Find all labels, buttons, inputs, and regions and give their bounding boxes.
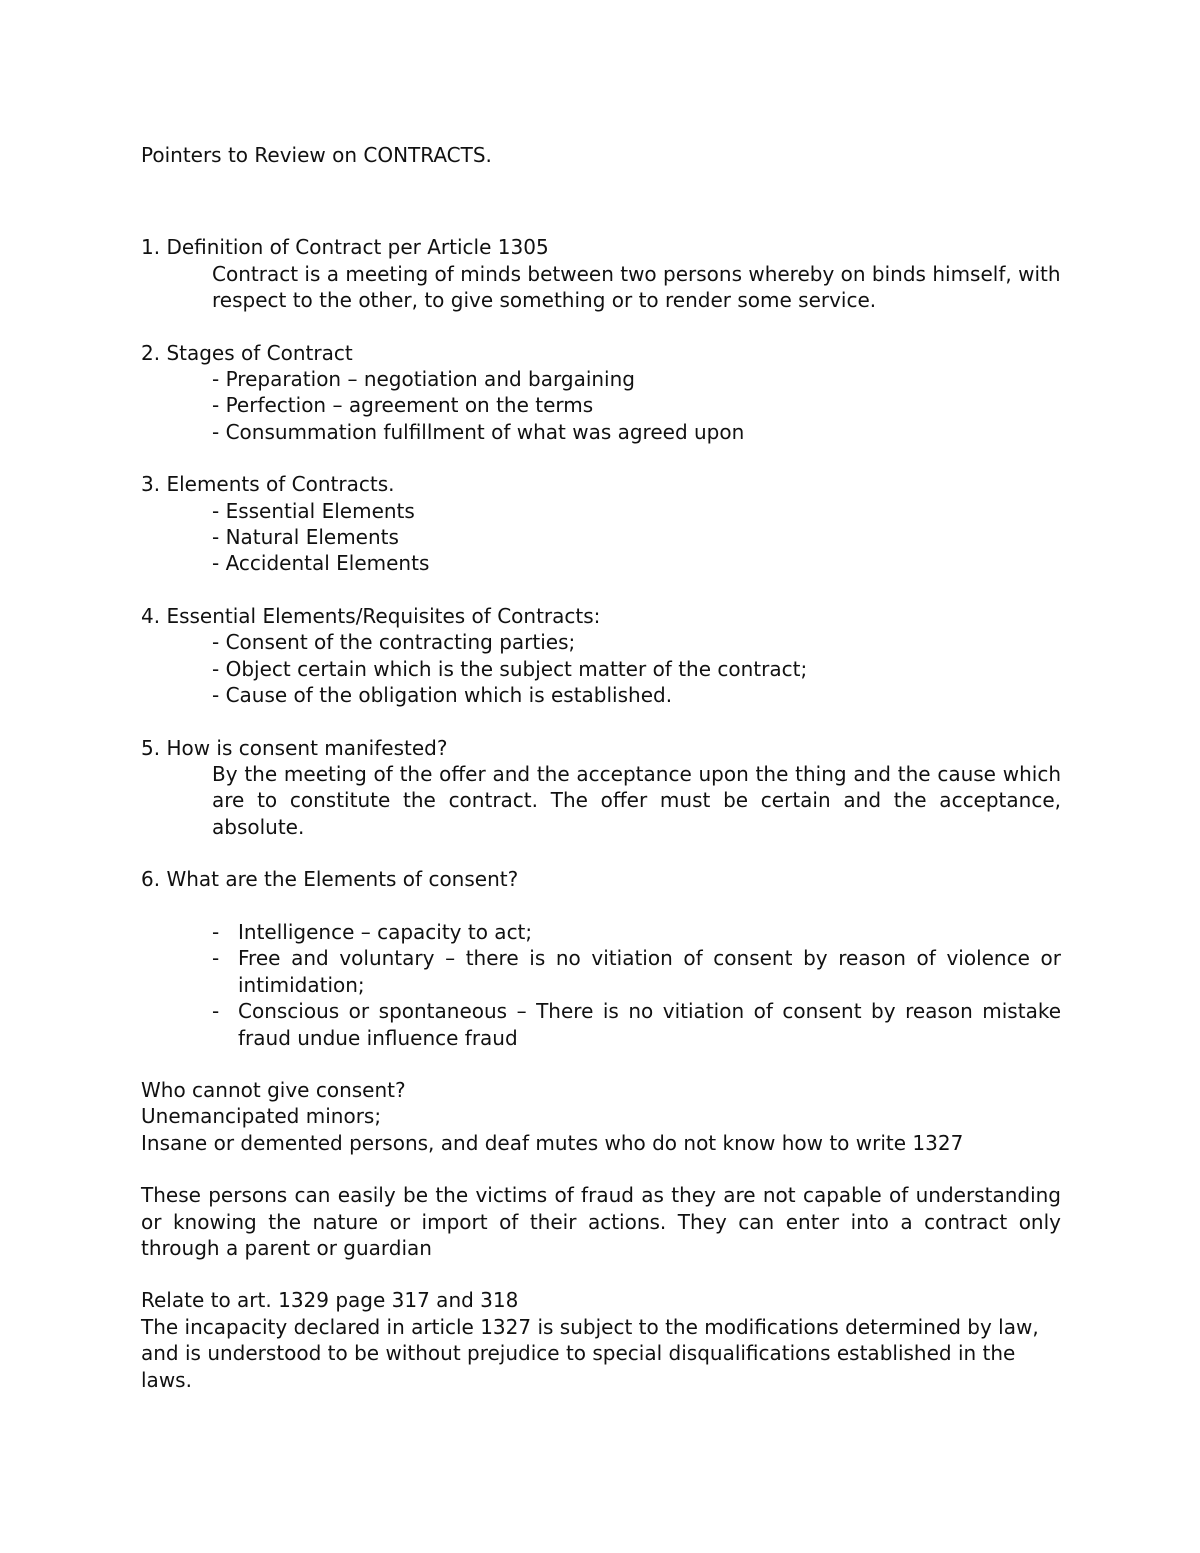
- question-line: Who cannot give consent?: [141, 1077, 406, 1102]
- list-item: [141, 945, 1061, 998]
- list-item: - Perfection – agreement on the terms: [212, 393, 594, 418]
- list-item: - Consummation fulfillment of what was agreed upon: [212, 419, 745, 444]
- list-item: - Essential Elements: [212, 498, 415, 523]
- list-item-text: Conscious or spontaneous – There is no vitiation of consent by reason mistake fraud undue influence fraud: [238, 999, 1061, 1050]
- section-definition: [141, 234, 1061, 313]
- list-item: - Object certain which is the subject matter of the contract;: [212, 656, 808, 681]
- text-line: Insane or demented persons, and deaf mutes who do not know how to write 1327: [141, 1130, 964, 1155]
- document-page: [141, 142, 1061, 1419]
- section-body: Contract is a meeting of minds between two persons whereby on binds himself, with respect to the other, to give something or to render some service.: [212, 261, 1061, 313]
- dash-marker: -: [212, 999, 220, 1024]
- text-line: Unemancipated minors;: [141, 1104, 382, 1129]
- section-stages: [141, 340, 1061, 446]
- relate-body: The incapacity declared in article 1327 is subject to the modifications determined by law, and is understood to be without prejudice to special disqualifications established in the laws.: [141, 1314, 1039, 1392]
- section-heading: 3. Elements of Contracts.: [141, 472, 395, 497]
- section-heading: 5. How is consent manifested?: [141, 735, 448, 760]
- list-item: [141, 919, 1061, 945]
- list-item: - Natural Elements: [212, 525, 399, 550]
- section-heading: 4. Essential Elements/Requisites of Contracts:: [141, 603, 601, 628]
- section-heading: 6. What are the Elements of consent?: [141, 867, 519, 892]
- section-elements: [141, 471, 1061, 577]
- section-essential-requisites: [141, 603, 1061, 709]
- section-body: By the meeting of the offer and the acceptance upon the thing and the cause which are to constitute the contract. The offer must be certain and the acceptance, absolute.: [212, 761, 1061, 839]
- section-elements-of-consent: [141, 866, 1061, 1051]
- relate-article: [141, 1287, 1061, 1393]
- list-item-text: Intelligence – capacity to act;: [238, 919, 533, 944]
- dash-marker: -: [212, 919, 220, 944]
- who-cannot-consent: [141, 1077, 1061, 1156]
- document-title: Pointers to Review on CONTRACTS.: [141, 143, 492, 167]
- section-heading: 2. Stages of Contract: [141, 340, 353, 365]
- list-item: - Consent of the contracting parties;: [212, 630, 576, 655]
- victims-paragraph: These persons can easily be the victims of fraud as they are not capable of understanding or knowing the nature or import of their actions. They can enter into a contract only through a parent or guardian: [141, 1183, 1061, 1260]
- title-spacer: [141, 168, 1061, 234]
- dash-marker: -: [212, 946, 220, 971]
- list-item: [141, 998, 1061, 1051]
- blank-line: [141, 893, 1061, 919]
- list-item: - Preparation – negotiation and bargaining: [212, 367, 635, 392]
- section-consent-manifested: [141, 735, 1061, 841]
- relate-heading: Relate to art. 1329 page 317 and 318: [141, 1288, 519, 1313]
- list-item-text: Free and voluntary – there is no vitiation of consent by reason of violence or intimidation;: [238, 946, 1061, 997]
- section-heading: 1. Definition of Contract per Article 1305: [141, 235, 549, 260]
- consent-elements-list: [141, 919, 1061, 1051]
- list-item: - Cause of the obligation which is established.: [212, 683, 673, 708]
- list-item: - Accidental Elements: [212, 551, 430, 576]
